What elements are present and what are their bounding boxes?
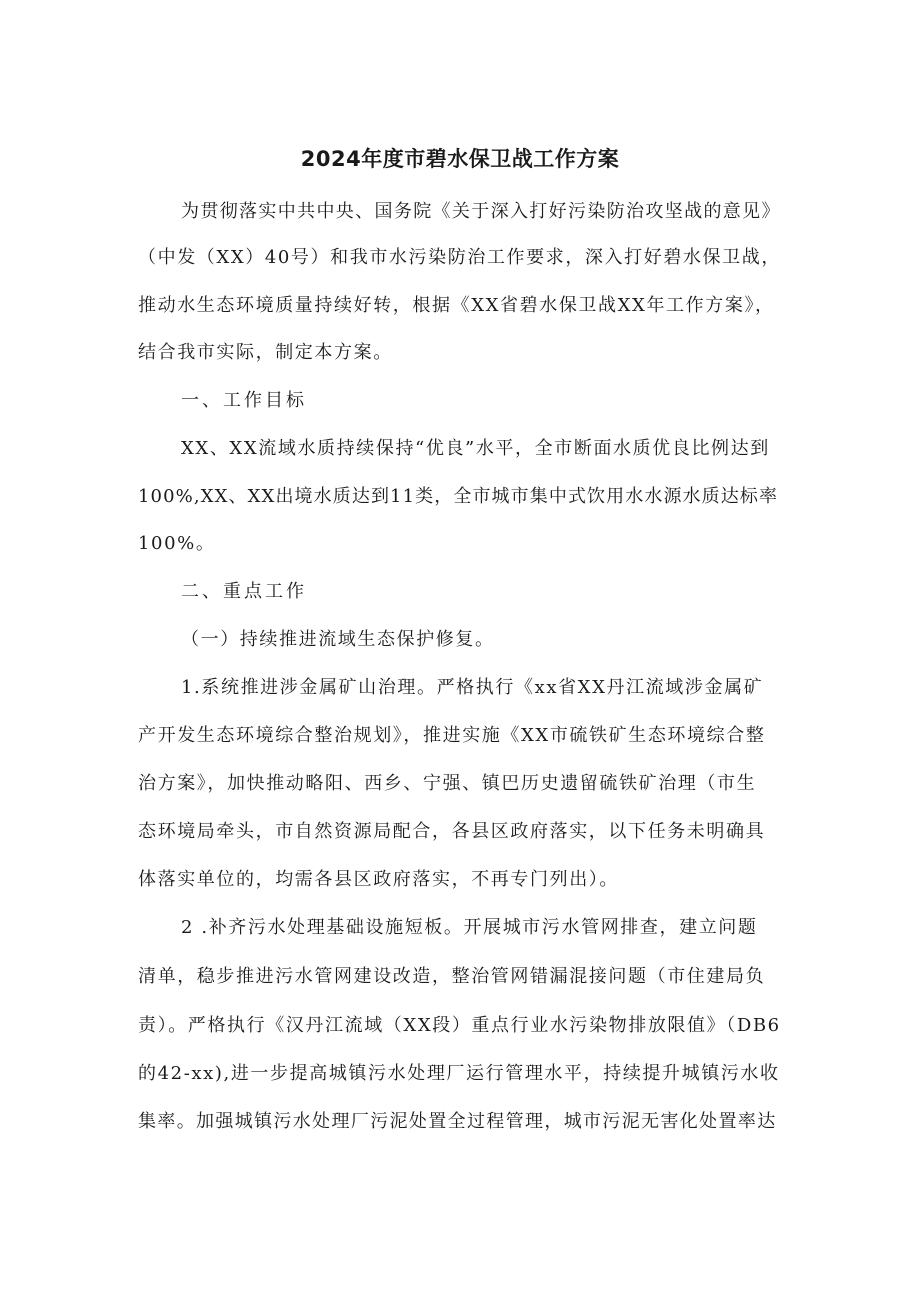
document-title: 2024年度市碧水保卫战工作方案	[300, 147, 620, 171]
sub-heading-1: （一）持续推进流域生态保护修复。	[181, 629, 495, 650]
item1-line-4: 态环境局牵头，市自然资源局配合，各县区政府落实，以下任务未明确具	[138, 821, 766, 842]
intro-line-3: 推动水生态环境质量持续好转，根据《XX省碧水保卫战XX年工作方案》，	[138, 295, 775, 316]
item1-line-2: 产开发生态环境综合整治规划》，推进实施《XX市硫铁矿生态环境综合整	[138, 725, 766, 746]
section-heading-key-work: 二、重点工作	[181, 581, 307, 602]
item2-line-3: 责）。严格执行《汉丹江流域（XX段）重点行业水污染物排放限值》（DB6	[138, 1015, 781, 1036]
item2-line-4: 的42-xx),进一步提高城镇污水处理厂运行管理水平，持续提升城镇污水收	[138, 1063, 780, 1084]
item2-line-1: 2 .补齐污水处理基础设施短板。开展城市污水管网排查，建立问题	[181, 917, 758, 938]
intro-line-4: 结合我市实际，制定本方案。	[138, 342, 393, 363]
item1-line-3: 治方案》，加快推动略阳、西乡、宁强、镇巴历史遗留硫铁矿治理（市生	[138, 773, 757, 794]
intro-line-2: （中发（XX）40号）和我市水污染防治工作要求，深入打好碧水保卫战，	[138, 247, 781, 268]
intro-line-1: 为贯彻落实中共中央、国务院《关于深入打好污染防治攻坚战的意见》	[181, 201, 781, 222]
goal-line-2: 100%,XX、XX出境水质达到11类，全市城市集中式饮用水水源水质达标率	[138, 486, 779, 507]
goal-line-1: XX、XX流域水质持续保持“优良”水平，全市断面水质优良比例达到	[181, 438, 770, 459]
item2-line-5: 集率。加强城镇污水处理厂污泥处置全过程管理，城市污泥无害化处置率达	[138, 1111, 777, 1132]
section-heading-goals: 一、工作目标	[181, 390, 307, 411]
item1-line-5: 体落实单位的，均需各县区政府落实，不再专门列出）。	[138, 869, 619, 890]
item2-line-2: 清单，稳步推进污水管网建设改造，整治管网错漏混接问题（市住建局负	[138, 966, 766, 987]
goal-line-3: 100%。	[138, 533, 216, 554]
item1-line-1: 1.系统推进涉金属矿山治理。严格执行《xx省XX丹江流域涉金属矿	[181, 677, 764, 698]
